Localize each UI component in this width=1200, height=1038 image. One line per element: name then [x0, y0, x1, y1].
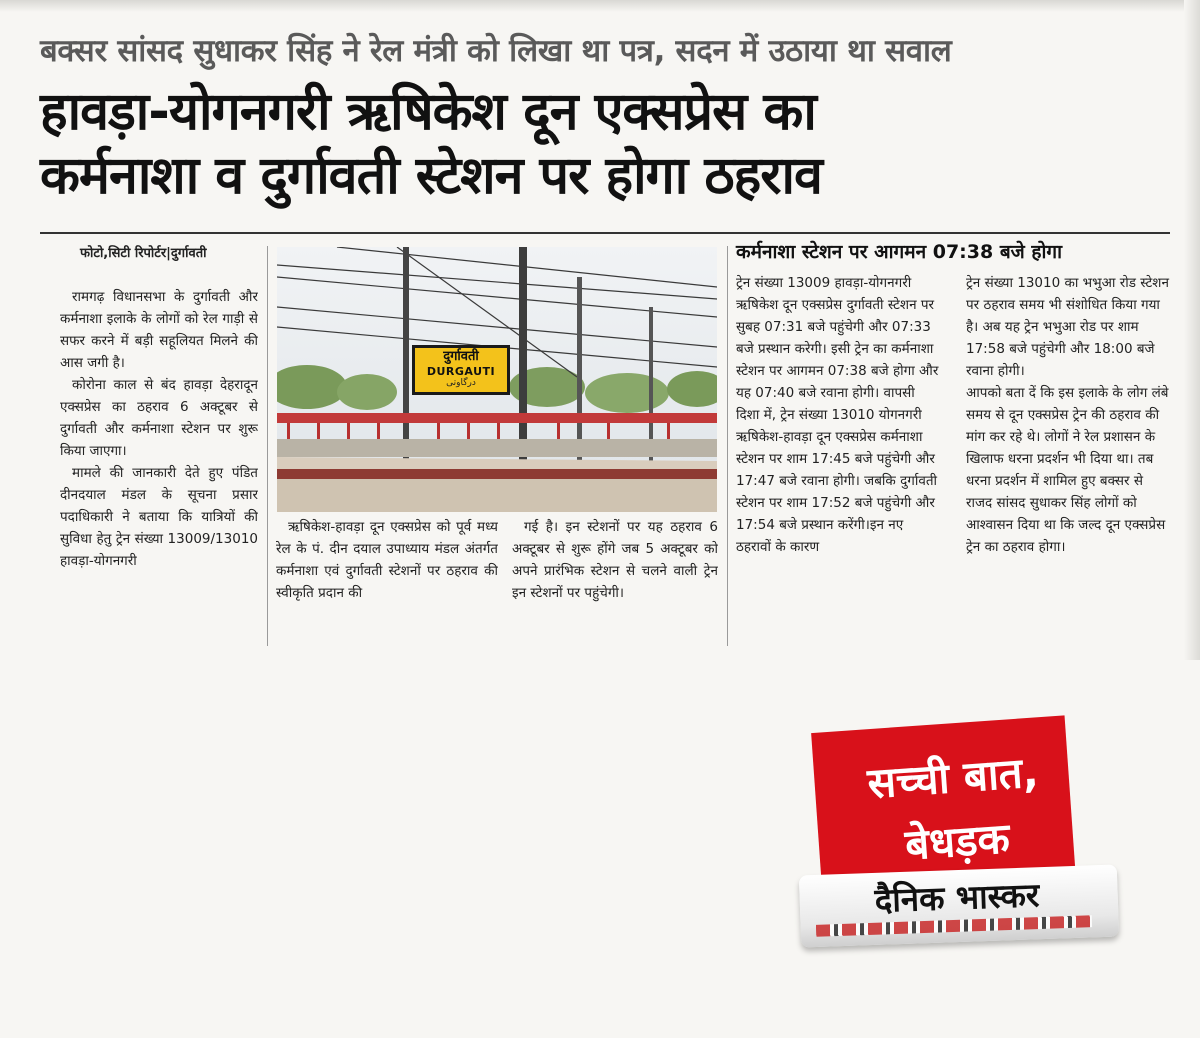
newspaper-logo: दैनिक भास्कर	[874, 875, 1040, 920]
kicker: बक्सर सांसद सुधाकर सिंह ने रेल मंत्री को लिखा था पत्र, सदन में उठाया था सवाल	[40, 33, 952, 69]
column-5-paragraph-1: ट्रेन संख्या 13010 का भभुआ रोड स्टेशन पर ठहराव समय भी संशोधित किया गया है। अब यह ट्रेन भभुआ रोड पर शाम 17:58 बजे पहुंचेगी और 18:00 बजे रवाना होगी।	[966, 275, 1169, 379]
column-divider	[727, 246, 728, 646]
station-signboard	[412, 345, 510, 395]
column-4-paragraph: ट्रेन संख्या 13009 हावड़ा-योगनगरी ऋषिकेश दून एक्सप्रेस दुर्गावती स्टेशन पर सुबह 07:31 बजे पहुंचेगी और 07:33 बजे प्रस्थान करेगी। इसी ट्रेन का कर्मनाशा स्टेशन पर आगमन 07:38 बजे होगा और यह 07:40 बजे रवाना होगी। वापसी दिशा में, ट्रेन संख्या 13010 योगनगरी ऋषिकेश-हावड़ा दून एक्सप्रेस कर्मनाशा स्टेशन पर शाम 17:45 बजे पहुंचेगी और 17:47 बजे रवाना होगी। जबकि दुर्गावती स्टेशन पर शाम 17:52 बजे पहुंचेगी और 17:54 बजे प्रस्थान करेंगी।इन नए ठहरावों के कारण	[736, 275, 939, 555]
article-column-4	[736, 272, 942, 642]
ad-slogan-line-1: सच्ची बात,	[865, 747, 1041, 809]
article-column-5	[966, 272, 1172, 642]
headline-line-1: हावड़ा-योगनगरी ऋषिकेश दून एक्सप्रेस का	[40, 82, 816, 142]
headline-line-2: कर्मनाशा व दुर्गावती स्टेशन पर होगा ठहराव	[40, 146, 822, 206]
article-column-1	[60, 286, 258, 646]
sign-hindi: दुर्गावती	[443, 349, 479, 364]
column-3-paragraph: गई है। इन स्टेशनों पर यह ठहराव 6 अक्टूबर से शुरू होंगे जब 5 अक्टूबर को अपने प्रारंभिक स्टेशन से चलने वाली ट्रेन इन स्टेशनों पर पहुंचेगी।	[512, 519, 718, 601]
page-top-edge	[0, 0, 1200, 12]
ad-slogan-line-2: बेधड़क	[903, 813, 1012, 870]
photo-credit: फोटो,सिटी रिपोर्टर|दुर्गावती	[80, 246, 207, 261]
sign-english: DURGAUTI	[426, 365, 496, 378]
page-right-edge	[1184, 0, 1200, 660]
column-1-paragraph-3: मामले की जानकारी देते हुए पंडित दीनदयाल मंडल के सूचना प्रसार पदाधिकारी ने बताया कि यात्रियों की सुविधा हेतु ट्रेन संख्या 13009/13010 हावड़ा-योगनगरी	[60, 465, 258, 569]
article-column-3	[512, 516, 718, 646]
headline-rule	[40, 232, 1170, 234]
headline	[40, 80, 1170, 208]
subheading: कर्मनाशा स्टेशन पर आगमन 07:38 बजे होगा	[736, 241, 1063, 263]
column-1-paragraph-2: कोरोना काल से बंद हावड़ा देहरादून एक्सप्रेस का ठहराव 6 अक्टूबर से दुर्गावती और कर्मनाशा स्टेशन पर शुरू किया जाएगा।	[60, 377, 258, 459]
column-2-paragraph: ऋषिकेश-हावड़ा दून एक्सप्रेस को पूर्व मध्य रेल के पं. दीन दयाल उपाध्याय मंडल अंतर्गत कर्मनाशा एवं दुर्गावती स्टेशनों पर ठहराव की स्वीकृति प्रदान की	[276, 519, 498, 601]
column-5-paragraph-2: आपको बता दें कि इस इलाके के लोग लंबे समय से दून एक्सप्रेस ट्रेन की ठहराव की मांग कर रहे थे। लोगों ने रेल प्रशासन के खिलाफ धरना प्रदर्शन भी दिया था। तब धरना प्रदर्शन में शामिल हुए बक्सर से राजद सांसद सुधाकर सिंह लोगों को आश्वासन दिया था कि जल्द दून एक्सप्रेस ट्रेन का ठहराव होगा।	[966, 385, 1169, 555]
station-photo	[277, 247, 717, 512]
column-divider	[267, 246, 268, 646]
sign-urdu: درگاوتی	[446, 378, 476, 388]
article-column-2	[276, 516, 498, 646]
column-1-paragraph-1: रामगढ़ विधानसभा के दुर्गावती और कर्मनाशा इलाके के लोगों को रेल गाड़ी से सफर करने में बड़ी सहूलियत मिलने की आस जगी है।	[60, 289, 258, 371]
